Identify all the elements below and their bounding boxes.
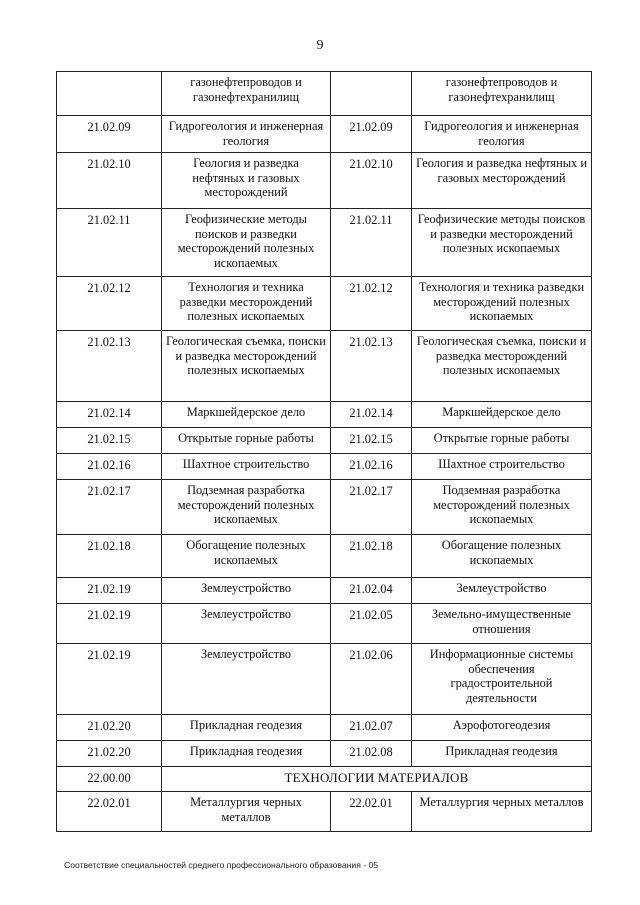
- new-name-cell: Информационные системы обеспечения градостроительной деятельности: [412, 644, 592, 715]
- new-name-cell: Аэрофотогеодезия: [412, 715, 592, 741]
- old-name-cell: Открытые горные работы: [162, 428, 331, 454]
- new-name-cell: Обогащение полезных ископаемых: [412, 535, 592, 578]
- old-name-cell: Технология и техника разведки месторождений полезных ископаемых: [162, 277, 331, 331]
- section-title-cell: ТЕХНОЛОГИИ МАТЕРИАЛОВ: [162, 767, 592, 792]
- old-name-cell: Маркшейдерское дело: [162, 402, 331, 428]
- table-row: [57, 644, 592, 715]
- old-name-cell: Шахтное строительство: [162, 454, 331, 480]
- old-code-cell: 21.02.11: [57, 209, 162, 277]
- old-code-cell: 21.02.19: [57, 604, 162, 644]
- old-name-cell: Прикладная геодезия: [162, 715, 331, 741]
- old-code-cell: [57, 72, 162, 116]
- old-code-cell: 21.02.19: [57, 644, 162, 715]
- new-code-cell: 21.02.05: [331, 604, 412, 644]
- table-row: [57, 715, 592, 741]
- old-name-cell: Геология и разведка нефтяных и газовых месторождений: [162, 153, 331, 209]
- table-row: [57, 153, 592, 209]
- old-name-cell: Прикладная геодезия: [162, 741, 331, 767]
- new-code-cell: 21.02.17: [331, 480, 412, 535]
- new-code-cell: 21.02.15: [331, 428, 412, 454]
- new-code-cell: 21.02.08: [331, 741, 412, 767]
- new-code-cell: 21.02.11: [331, 209, 412, 277]
- old-name-cell: Гидрогеология и инженерная геология: [162, 116, 331, 153]
- new-name-cell: Открытые горные работы: [412, 428, 592, 454]
- table-body: [57, 72, 592, 832]
- new-code-cell: [331, 72, 412, 116]
- table-row: [57, 604, 592, 644]
- old-code-cell: 22.02.01: [57, 792, 162, 832]
- specialty-correspondence-table: [56, 71, 592, 832]
- table-row: [57, 116, 592, 153]
- new-code-cell: 21.02.18: [331, 535, 412, 578]
- page-number: 9: [316, 38, 324, 53]
- old-name-cell: Подземная разработка месторождений полезных ископаемых: [162, 480, 331, 535]
- new-code-cell: 21.02.13: [331, 331, 412, 402]
- table-row: [57, 578, 592, 604]
- table-row: [57, 402, 592, 428]
- old-code-cell: 21.02.20: [57, 715, 162, 741]
- footer-caption: Соответствие специальностей среднего профессионального образования - 05: [64, 860, 379, 870]
- new-name-cell: Прикладная геодезия: [412, 741, 592, 767]
- table-row: [57, 480, 592, 535]
- old-name-cell: Геологическая съемка, поиски и разведка месторождений полезных ископаемых: [162, 331, 331, 402]
- new-name-cell: Гидрогеология и инженерная геология: [412, 116, 592, 153]
- new-name-cell: Технология и техника разведки месторождений полезных ископаемых: [412, 277, 592, 331]
- table-row: [57, 741, 592, 767]
- old-code-cell: 21.02.09: [57, 116, 162, 153]
- table-row: [57, 428, 592, 454]
- table-row: [57, 535, 592, 578]
- new-code-cell: 21.02.09: [331, 116, 412, 153]
- new-code-cell: 21.02.04: [331, 578, 412, 604]
- old-code-cell: 21.02.14: [57, 402, 162, 428]
- new-name-cell: Геология и разведка нефтяных и газовых месторождений: [412, 153, 592, 209]
- new-code-cell: 21.02.14: [331, 402, 412, 428]
- old-name-cell: Металлургия черных металлов: [162, 792, 331, 832]
- new-code-cell: 22.02.01: [331, 792, 412, 832]
- old-code-cell: 21.02.15: [57, 428, 162, 454]
- table-row: [57, 454, 592, 480]
- new-code-cell: 21.02.06: [331, 644, 412, 715]
- old-name-cell: Обогащение полезных ископаемых: [162, 535, 331, 578]
- section-code-cell: 22.00.00: [57, 767, 162, 792]
- new-code-cell: 21.02.12: [331, 277, 412, 331]
- table-row: [57, 72, 592, 116]
- new-code-cell: 21.02.07: [331, 715, 412, 741]
- new-name-cell: Землеустройство: [412, 578, 592, 604]
- table-row: [57, 792, 592, 832]
- new-name-cell: Геофизические методы поисков и разведки месторождений полезных ископаемых: [412, 209, 592, 277]
- old-name-cell: Землеустройство: [162, 644, 331, 715]
- old-code-cell: 21.02.17: [57, 480, 162, 535]
- old-code-cell: 21.02.18: [57, 535, 162, 578]
- table-row: [57, 331, 592, 402]
- old-code-cell: 21.02.19: [57, 578, 162, 604]
- new-code-cell: 21.02.16: [331, 454, 412, 480]
- old-name-cell: Землеустройство: [162, 578, 331, 604]
- old-name-cell: Геофизические методы поисков и разведки месторождений полезных ископаемых: [162, 209, 331, 277]
- old-name-cell: газонефтепроводов и газонефтехранилищ: [162, 72, 331, 116]
- new-name-cell: Земельно-имущественные отношения: [412, 604, 592, 644]
- old-code-cell: 21.02.16: [57, 454, 162, 480]
- old-name-cell: Землеустройство: [162, 604, 331, 644]
- new-name-cell: Шахтное строительство: [412, 454, 592, 480]
- new-name-cell: Маркшейдерское дело: [412, 402, 592, 428]
- old-code-cell: 21.02.13: [57, 331, 162, 402]
- section-row: [57, 767, 592, 792]
- new-name-cell: Металлургия черных металлов: [412, 792, 592, 832]
- new-name-cell: газонефтепроводов и газонефтехранилищ: [412, 72, 592, 116]
- old-code-cell: 21.02.10: [57, 153, 162, 209]
- table-row: [57, 277, 592, 331]
- new-name-cell: Геологическая съемка, поиски и разведка месторождений полезных ископаемых: [412, 331, 592, 402]
- old-code-cell: 21.02.12: [57, 277, 162, 331]
- new-name-cell: Подземная разработка месторождений полезных ископаемых: [412, 480, 592, 535]
- table-row: [57, 209, 592, 277]
- old-code-cell: 21.02.20: [57, 741, 162, 767]
- new-code-cell: 21.02.10: [331, 153, 412, 209]
